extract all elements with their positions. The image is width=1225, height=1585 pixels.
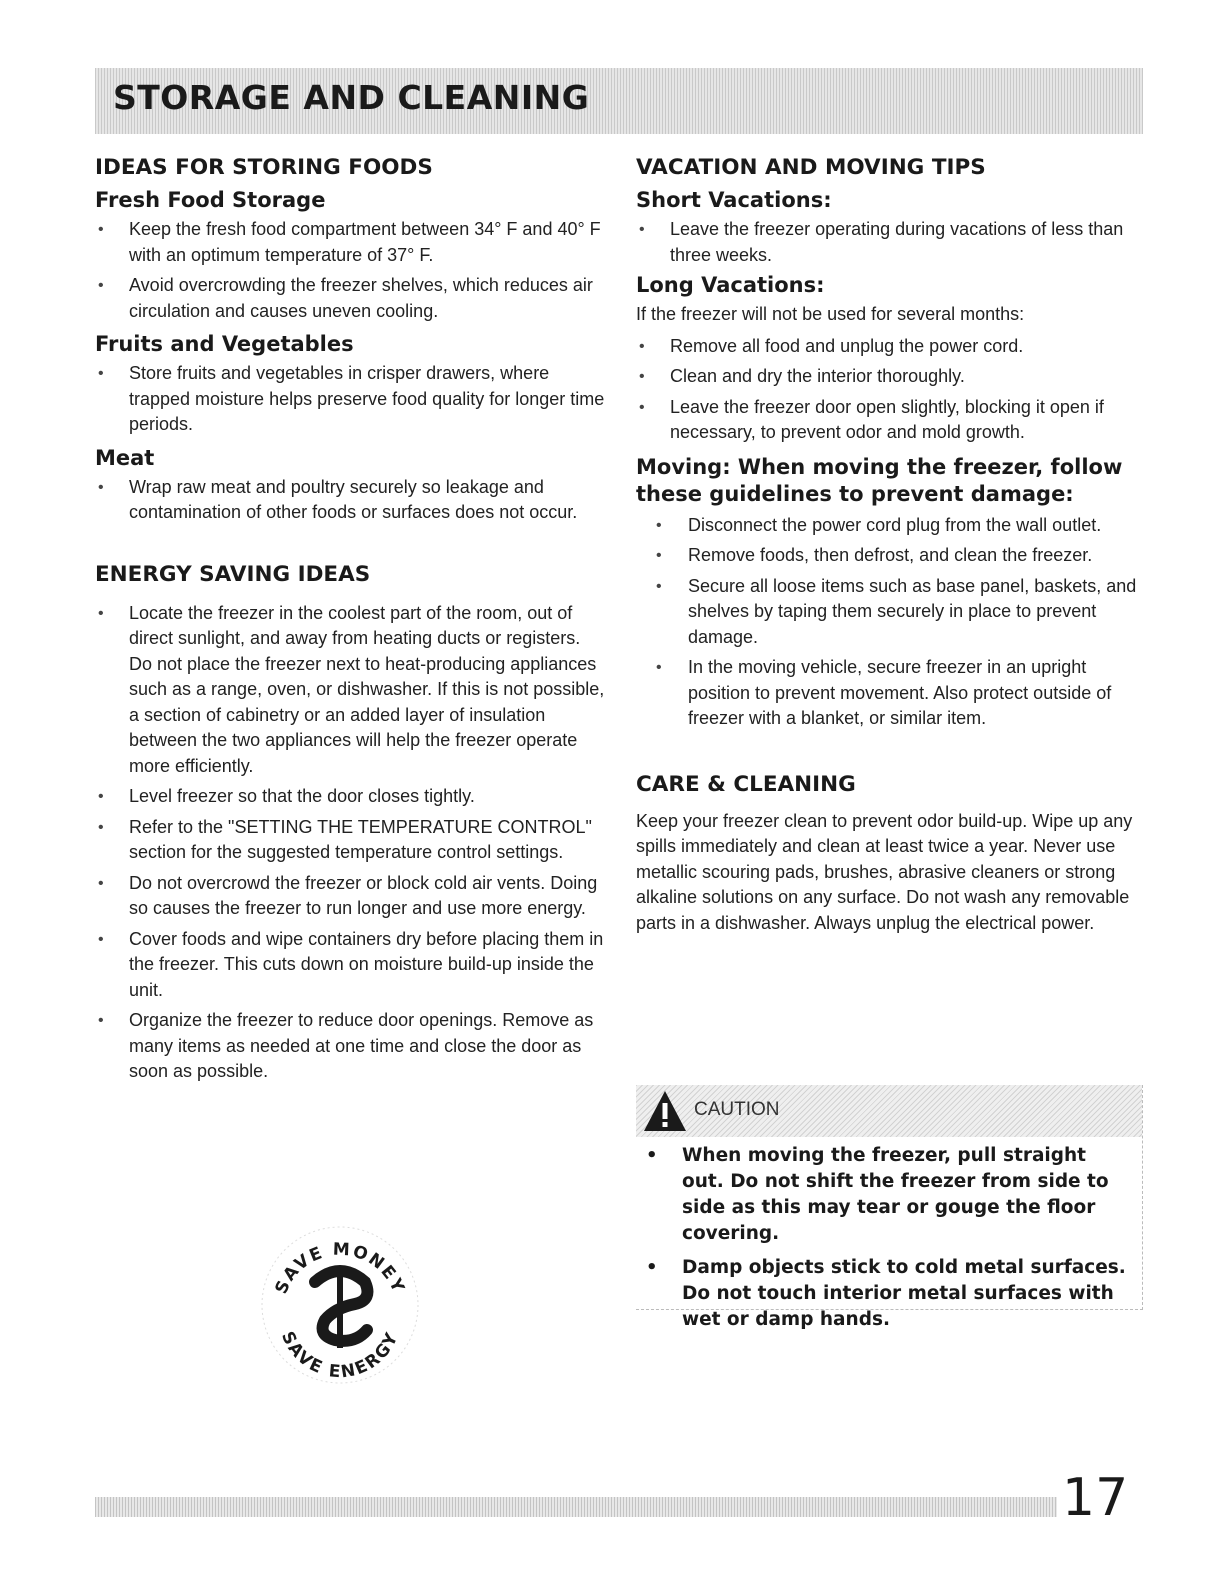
long-vacations-list [636, 334, 1144, 446]
vacation-heading: VACATION AND MOVING TIPS [636, 155, 986, 180]
long-vacations-intro: If the freezer will not be used for several months: [636, 304, 1025, 324]
list-item: • Do not overcrowd the freezer or block cold air vents. Doing so causes the freezer to run longer and use more energy. [95, 871, 605, 922]
caution-list [636, 1143, 1126, 1341]
care-text: Keep your freezer clean to prevent odor build-up. Wipe up any spills immediately and clean at least twice a year. Never use metallic scouring pads, brushes, abrasive cleaners or strong alkaline solutions on any surface. Do not wash any removable parts in a dishwasher. Always unplug the electrical power. [636, 810, 1133, 933]
section-banner [95, 68, 1143, 134]
list-item: • Disconnect the power cord plug from the wall outlet. [636, 513, 1144, 539]
care-heading: CARE & CLEANING [636, 771, 856, 797]
short-vacations-heading: Short Vacations: [636, 188, 832, 212]
fruits-list [95, 361, 605, 438]
list-item: • Locate the freezer in the coolest part of the room, out of direct sunlight, and away from heating ducts or registers. Do not place the freezer next to heat-producing appliances such as a range, oven, or dishwasher. If this is not possible, a section of cabinetry or an added layer of insulation between the two appliances will help the freezer operate more efficiently. [95, 601, 605, 780]
list-item: • Remove foods, then defrost, and clean the freezer. [636, 543, 1144, 569]
list-item: • Clean and dry the interior thoroughly. [636, 364, 1144, 390]
list-item: • Organize the freezer to reduce door openings. Remove as many items as needed at one time and close the door as soon as possible. [95, 1008, 605, 1085]
right-column [636, 155, 1144, 942]
fresh-food-list [95, 217, 605, 324]
list-item: • Refer to the "SETTING THE TEMPERATURE CONTROL" section for the suggested temperature control settings. [95, 815, 605, 866]
meat-list [95, 475, 605, 526]
energy-heading: ENERGY SAVING IDEAS [95, 561, 371, 587]
list-item: • Keep the fresh food compartment between 34° F and 40° F with an optimum temperature of 37° F. [95, 217, 605, 268]
caution-header [636, 1085, 1142, 1137]
save-money-energy-logo [255, 1220, 425, 1390]
long-vacations-heading: Long Vacations: [636, 273, 825, 297]
dollar-swirl-icon [315, 1270, 367, 1348]
list-item: • Avoid overcrowding the freezer shelves, which reduces air circulation and causes uneven cooling. [95, 273, 605, 324]
moving-list [636, 513, 1144, 732]
list-item: • When moving the freezer, pull straight out. Do not shift the freezer from side to side as this may tear or gouge the floor covering. [636, 1143, 1126, 1247]
fruits-heading: Fruits and Vegetables [95, 332, 354, 356]
storing-heading: IDEAS FOR STORING FOODS [95, 155, 433, 180]
logo-ring-bottom: SAVE ENERGY [276, 1328, 404, 1383]
left-column [95, 155, 605, 1093]
footer-bar [95, 1497, 1057, 1517]
caution-box [636, 1085, 1143, 1330]
page-number: 17 [1062, 1468, 1129, 1528]
caution-label: CAUTION [694, 1099, 780, 1120]
list-item: • Remove all food and unplug the power cord. [636, 334, 1144, 360]
list-item: • Wrap raw meat and poultry securely so leakage and contamination of other foods or surfaces does not occur. [95, 475, 605, 526]
list-item: • Secure all loose items such as base panel, baskets, and shelves by taping them securely in place to prevent damage. [636, 574, 1144, 651]
fresh-food-heading: Fresh Food Storage [95, 188, 326, 212]
meat-heading: Meat [95, 445, 155, 470]
moving-heading: Moving: When moving the freezer, follow these guidelines to prevent damage: [636, 454, 1123, 506]
energy-list [95, 601, 605, 1085]
list-item: • In the moving vehicle, secure freezer in an upright position to prevent movement. Also protect outside of freezer with a blanket, or similar item. [636, 655, 1144, 732]
list-item: • Level freezer so that the door closes tightly. [95, 784, 605, 810]
list-item: • Store fruits and vegetables in crisper drawers, where trapped moisture helps preserve food quality for longer time periods. [95, 361, 605, 438]
warning-triangle-icon [642, 1089, 688, 1133]
list-item: • Damp objects stick to cold metal surfaces. Do not touch interior metal surfaces with wet or damp hands. [636, 1255, 1126, 1333]
page-title: STORAGE AND CLEANING [113, 78, 590, 117]
logo-ring-top: SAVE MONEY [271, 1239, 409, 1298]
list-item: • Leave the freezer operating during vacations of less than three weeks. [636, 217, 1144, 268]
list-item: • Cover foods and wipe containers dry before placing them in the freezer. This cuts down on moisture build-up inside the unit. [95, 927, 605, 1004]
list-item: • Leave the freezer door open slightly, blocking it open if necessary, to prevent odor and mold growth. [636, 395, 1144, 446]
short-vacations-list [636, 217, 1144, 268]
